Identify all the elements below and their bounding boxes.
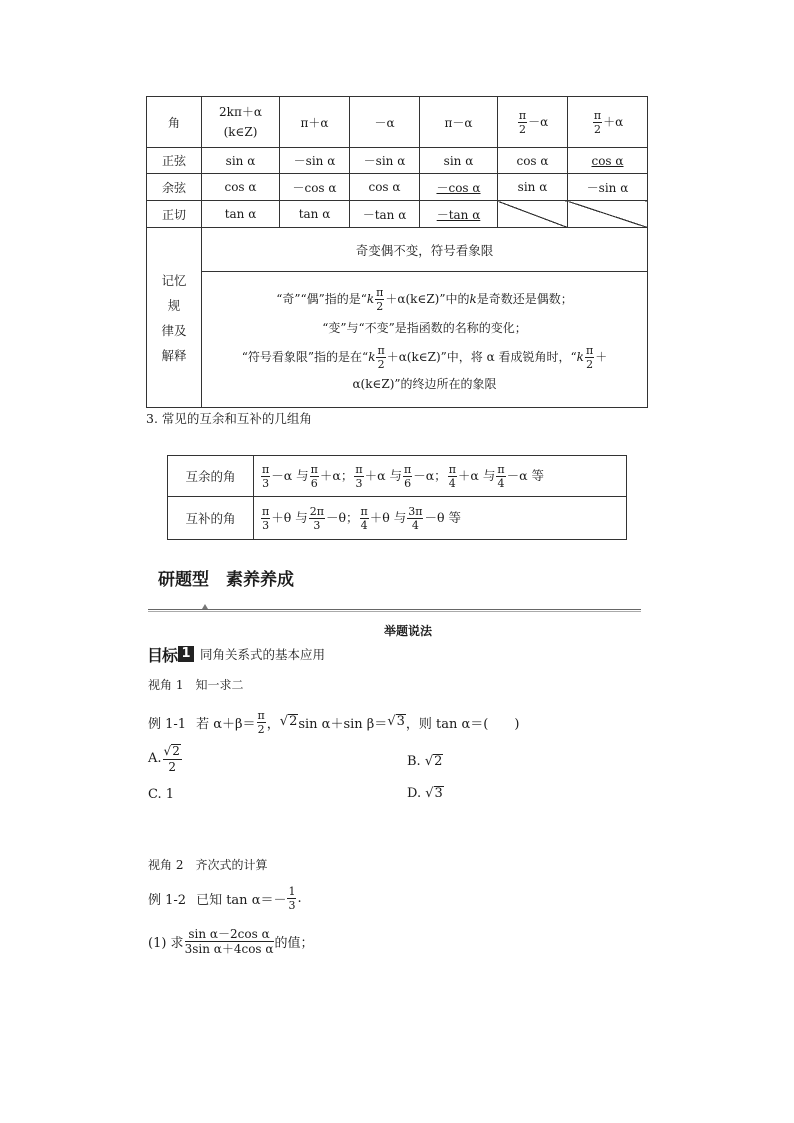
supplementary-row [168, 497, 627, 540]
row-label: 互补的角 [168, 497, 254, 540]
table-cell: tan α [280, 201, 350, 228]
option-a: A. $\frac{√2}{2}$ [148, 744, 180, 775]
divider-marker-icon [202, 604, 208, 609]
complementary-angles: $\frac{\pi}{3}$ －α 与 $\frac{\pi}{6}$ ＋α； $\frac{\pi}{3}$ ＋α 与 $\frac{\pi}{6}$ －α； $\frac{\pi}{4}$ ＋α 与 $\frac{\pi}{4}$ －α 等 [254, 456, 627, 497]
row-label: 正弦 [147, 148, 202, 174]
fraction: $\frac{\pi}{2}$ [257, 708, 265, 736]
sqrt: √3 [387, 714, 405, 730]
fraction: $\frac{\pi}{2}$ [585, 343, 594, 371]
target-number-badge: 1 [178, 646, 194, 662]
header-angle: 角 [147, 97, 202, 148]
table-cell: sin α [498, 174, 568, 201]
target-heading [147, 645, 325, 663]
table-cell: cos α [498, 148, 568, 174]
empty-diagonal-cell [568, 201, 648, 228]
table-row-sine [147, 148, 648, 174]
example-label: 例 1-2 [148, 892, 187, 908]
trig-induction-table [146, 96, 648, 408]
table-cell: sin α [202, 148, 280, 174]
divider-line [148, 609, 641, 610]
rule-line-4: α(k∈Z)”的终边所在的象限 [352, 376, 497, 391]
sqrt: √2 [279, 714, 298, 730]
example-1-2: 例 1-2 已知 tan α＝－ $\frac{1}{3}$ . [148, 884, 302, 912]
view-1-title: 视角 1 知一求二 [148, 678, 244, 692]
fraction: $\frac{1}{3}$ [288, 884, 296, 912]
memory-title: 奇变偶不变，符号看象限 [202, 228, 648, 272]
table-header-row [147, 97, 648, 148]
table-row-tangent [147, 201, 648, 228]
memory-rules [202, 272, 648, 408]
option-c: C. 1 [148, 787, 175, 802]
fraction: $\frac{\pi}{2}$ [518, 108, 527, 136]
fraction: $\frac{\pi}{2}$ [593, 108, 602, 136]
supplementary-angles: $\frac{\pi}{3}$ ＋θ 与 $\frac{2\pi}{3}$ －θ； $\frac{\pi}{4}$ ＋θ 与 $\frac{3\pi}{4}$ －θ 等 [254, 497, 627, 540]
section-3-title: 3. 常见的互余和互补的几组角 [146, 411, 312, 426]
header-half-pi-minus-alpha: $\frac{\pi}{2}$ －α [498, 97, 568, 148]
table-cell-blank-answer: cos α [568, 148, 648, 174]
table-cell: tan α [202, 201, 280, 228]
table-cell-blank-answer: －cos α [420, 174, 498, 201]
fraction: $\frac{\pi}{2}$ [376, 285, 384, 313]
row-label: 余弦 [147, 174, 202, 201]
rule-line-2: “变”与“不变”是指函数的名称的变化； [322, 320, 527, 335]
row-label: 正切 [147, 201, 202, 228]
rule-line-3: “符号看象限”指的是在“k $\frac{\pi}{2}$ ＋α(k∈Z)”中，将 α 看成锐角时，“k $\frac{\pi}{2}$ ＋ [241, 343, 608, 371]
example-1-1: 例 1-1 若 α＋β＝ $\frac{\pi}{2}$ ， √2 sin α＋sin β＝ √3 ，则 tan α＝( ) [148, 708, 520, 736]
option-b: B. √2 [407, 754, 443, 770]
view-2-title: 视角 2 齐次式的计算 [148, 858, 268, 872]
header-2kpi-plus-alpha: 2kπ＋α (k∈Z) [202, 97, 280, 148]
rule-line-1: “奇”“偶”指的是“k $\frac{\pi}{2}$ ＋α(k∈Z)”中的k是奇数还是偶数； [276, 285, 573, 313]
row-label: 互余的角 [168, 456, 254, 497]
table-cell: cos α [350, 174, 420, 201]
target-title: 同角关系式的基本应用 [200, 647, 326, 662]
section-heading: 研题型 素养养成 [158, 570, 294, 590]
fraction: $\frac{√2}{2}$ [163, 744, 180, 775]
table-cell: －tan α [350, 201, 420, 228]
table-cell: －cos α [280, 174, 350, 201]
fraction: $\frac{\text{sin α－2cos α}}{\text{3sin α＋4cos α}}$ [184, 926, 274, 956]
table-cell: －sin α [280, 148, 350, 174]
table-cell: －sin α [350, 148, 420, 174]
header-pi-plus-alpha: π＋α [280, 97, 350, 148]
empty-diagonal-cell [498, 201, 568, 228]
complementary-supplementary-table [167, 455, 627, 540]
memory-rules-row [147, 272, 648, 408]
subheading: 举题说法 [384, 624, 433, 638]
fraction: $\frac{\pi}{2}$ [377, 343, 385, 371]
header-neg-alpha: －α [350, 97, 420, 148]
memory-label: 记忆 规 律及 解释 [147, 228, 202, 408]
question-1: (1) 求 $\frac{\text{sin α－2cos α}}{\text{3sin α＋4cos α}}$ 的值； [148, 926, 314, 956]
table-cell: sin α [420, 148, 498, 174]
memory-title-row [147, 228, 648, 272]
table-cell: －sin α [568, 174, 648, 201]
divider-line [148, 611, 641, 612]
header-pi-minus-alpha: π－α [420, 97, 498, 148]
table-cell-blank-answer: －tan α [420, 201, 498, 228]
table-row-cosine [147, 174, 648, 201]
table-cell: cos α [202, 174, 280, 201]
option-d: D. √3 [407, 786, 443, 802]
header-half-pi-plus-alpha: $\frac{\pi}{2}$ ＋α [568, 97, 648, 148]
complementary-row [168, 456, 627, 497]
target-badge: 目标 [147, 645, 178, 665]
example-label: 例 1-1 [148, 716, 187, 732]
